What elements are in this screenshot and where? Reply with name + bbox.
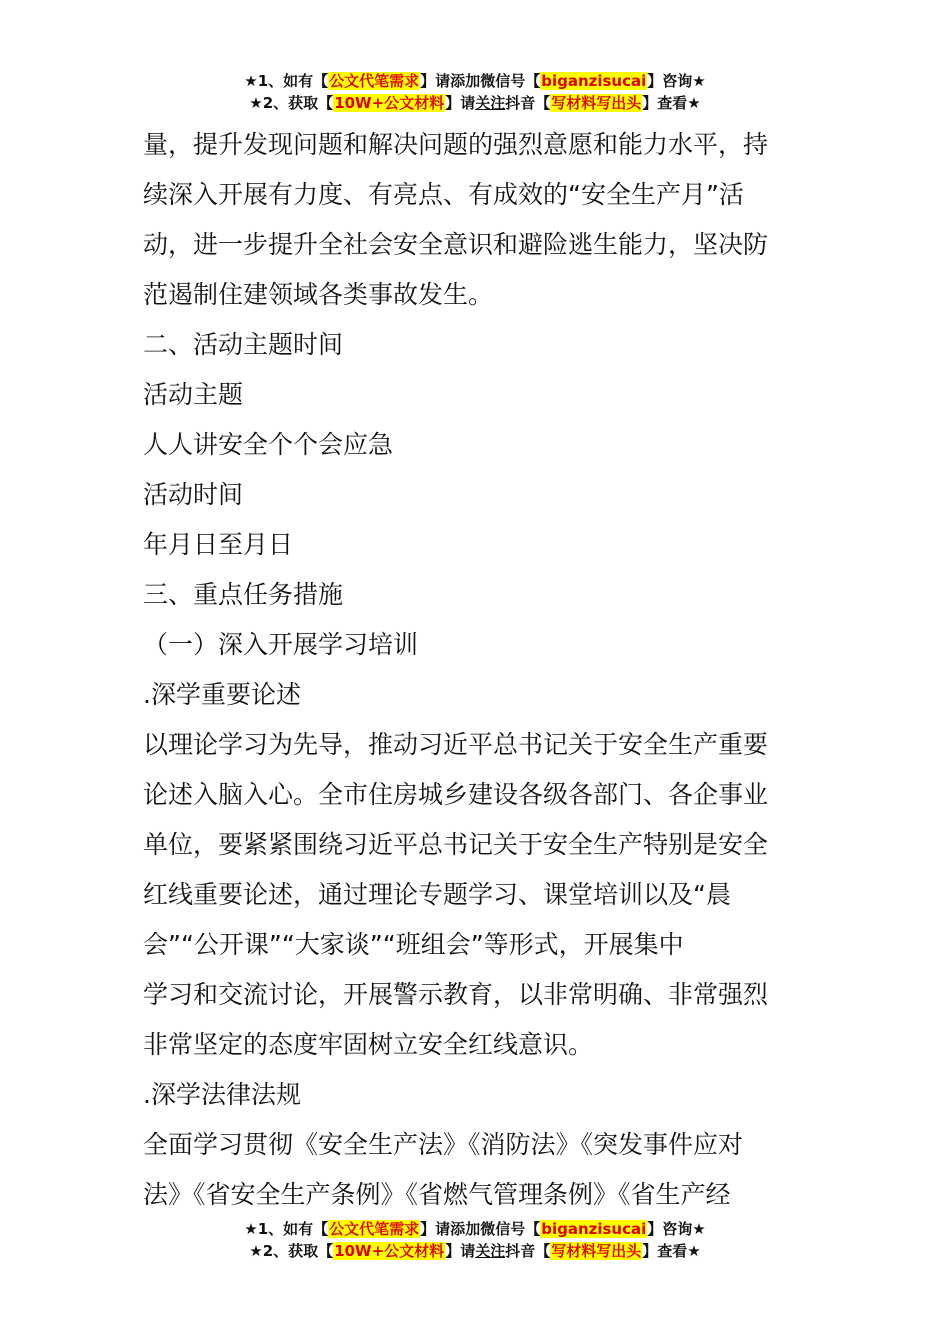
item-heading: .深学法律法规 xyxy=(143,1080,301,1109)
footer-line-2-suffix: 】查看★ xyxy=(642,1242,701,1260)
header-line-1-wechat-label: 微信号【 xyxy=(480,72,541,90)
header-line-2 xyxy=(0,92,950,114)
body-line: 全面学习贯彻《安全生产法》《消防法》《突发事件应对 xyxy=(143,1130,744,1159)
footer-line-1-mid: 】请添 xyxy=(420,1220,466,1238)
body-line: 会”“公开课”“大家谈”“班组会”等形式，开展集中 xyxy=(143,930,684,959)
header-line-2-prefix: ★2、获取【 xyxy=(249,94,334,112)
document-body xyxy=(143,120,807,1220)
ghostwriting-highlight: 公文代笔需求 xyxy=(329,72,420,90)
footer-line-1 xyxy=(0,1218,950,1240)
footer-banner xyxy=(0,1218,950,1262)
subheading: 活动主题 xyxy=(143,380,244,409)
wechat-id-highlight: biganzisucai xyxy=(541,1220,647,1238)
section-heading: 二、活动主题时间 xyxy=(143,330,344,359)
materials-highlight: 10W+公文材料 xyxy=(334,1242,445,1260)
header-line-1-prefix: ★1、如有【 xyxy=(244,72,329,90)
body-line: 动，进一步提升全社会安全意识和避险逃生能力，坚决防 xyxy=(143,230,769,259)
header-line-2-douyin-label: 抖音【 xyxy=(505,94,551,112)
materials-highlight: 10W+公文材料 xyxy=(334,94,445,112)
body-line: 非常坚定的态度牢固树立安全红线意识。 xyxy=(143,1030,594,1059)
ghostwriting-highlight: 公文代笔需求 xyxy=(329,1220,420,1238)
body-line: 人人讲安全个个会应急 xyxy=(143,430,394,459)
header-line-1 xyxy=(0,70,950,92)
item-heading: .深学重要论述 xyxy=(143,680,301,709)
subheading: 活动时间 xyxy=(143,480,244,509)
footer-line-2-douyin-label: 抖音【 xyxy=(505,1242,551,1260)
footer-line-2-prefix: ★2、获取【 xyxy=(249,1242,334,1260)
body-line: 以理论学习为先导，推动习近平总书记关于安全生产重要 xyxy=(143,730,769,759)
body-line: 学习和交流讨论，开展警示教育，以非常明确、非常强烈 xyxy=(143,980,769,1009)
douyin-account-highlight: 写材料写出头 xyxy=(551,94,642,112)
body-line: 续深入开展有力度、有亮点、有成效的“安全生产月”活 xyxy=(143,180,744,209)
footer-line-1-suffix: 】咨询★ xyxy=(647,1220,706,1238)
footer-line-2-mid: 】请 xyxy=(445,1242,476,1260)
header-line-2-follow: 关注 xyxy=(475,94,506,112)
header-line-1-add: 加 xyxy=(465,72,481,90)
body-line: 论述入脑入心。全市住房城乡建设各级各部门、各企事业 xyxy=(143,780,769,809)
section-heading: 三、重点任务措施 xyxy=(143,580,344,609)
footer-line-1-wechat-label: 微信号【 xyxy=(480,1220,541,1238)
header-line-1-mid: 】请添 xyxy=(420,72,466,90)
header-line-1-suffix: 】咨询★ xyxy=(647,72,706,90)
subsection-heading: （一）深入开展学习培训 xyxy=(143,630,419,659)
header-line-2-mid: 】请 xyxy=(445,94,476,112)
body-line: 量，提升发现问题和解决问题的强烈意愿和能力水平，持 xyxy=(143,130,769,159)
header-banner xyxy=(0,70,950,114)
body-line: 单位，要紧紧围绕习近平总书记关于安全生产特别是安全 xyxy=(143,830,769,859)
footer-line-1-prefix: ★1、如有【 xyxy=(244,1220,329,1238)
body-line: 范遏制住建领域各类事故发生。 xyxy=(143,280,494,309)
footer-line-2-follow: 关注 xyxy=(475,1242,506,1260)
body-line: 红线重要论述，通过理论专题学习、课堂培训以及“晨 xyxy=(143,880,731,909)
header-line-2-suffix: 】查看★ xyxy=(642,94,701,112)
douyin-account-highlight: 写材料写出头 xyxy=(551,1242,642,1260)
wechat-id-highlight: biganzisucai xyxy=(541,72,647,90)
body-line: 法》《省安全生产条例》《省燃气管理条例》《省生产经 xyxy=(143,1180,731,1209)
footer-line-1-add: 加 xyxy=(465,1220,481,1238)
body-line: 年月日至月日 xyxy=(143,530,294,559)
footer-line-2 xyxy=(0,1240,950,1262)
